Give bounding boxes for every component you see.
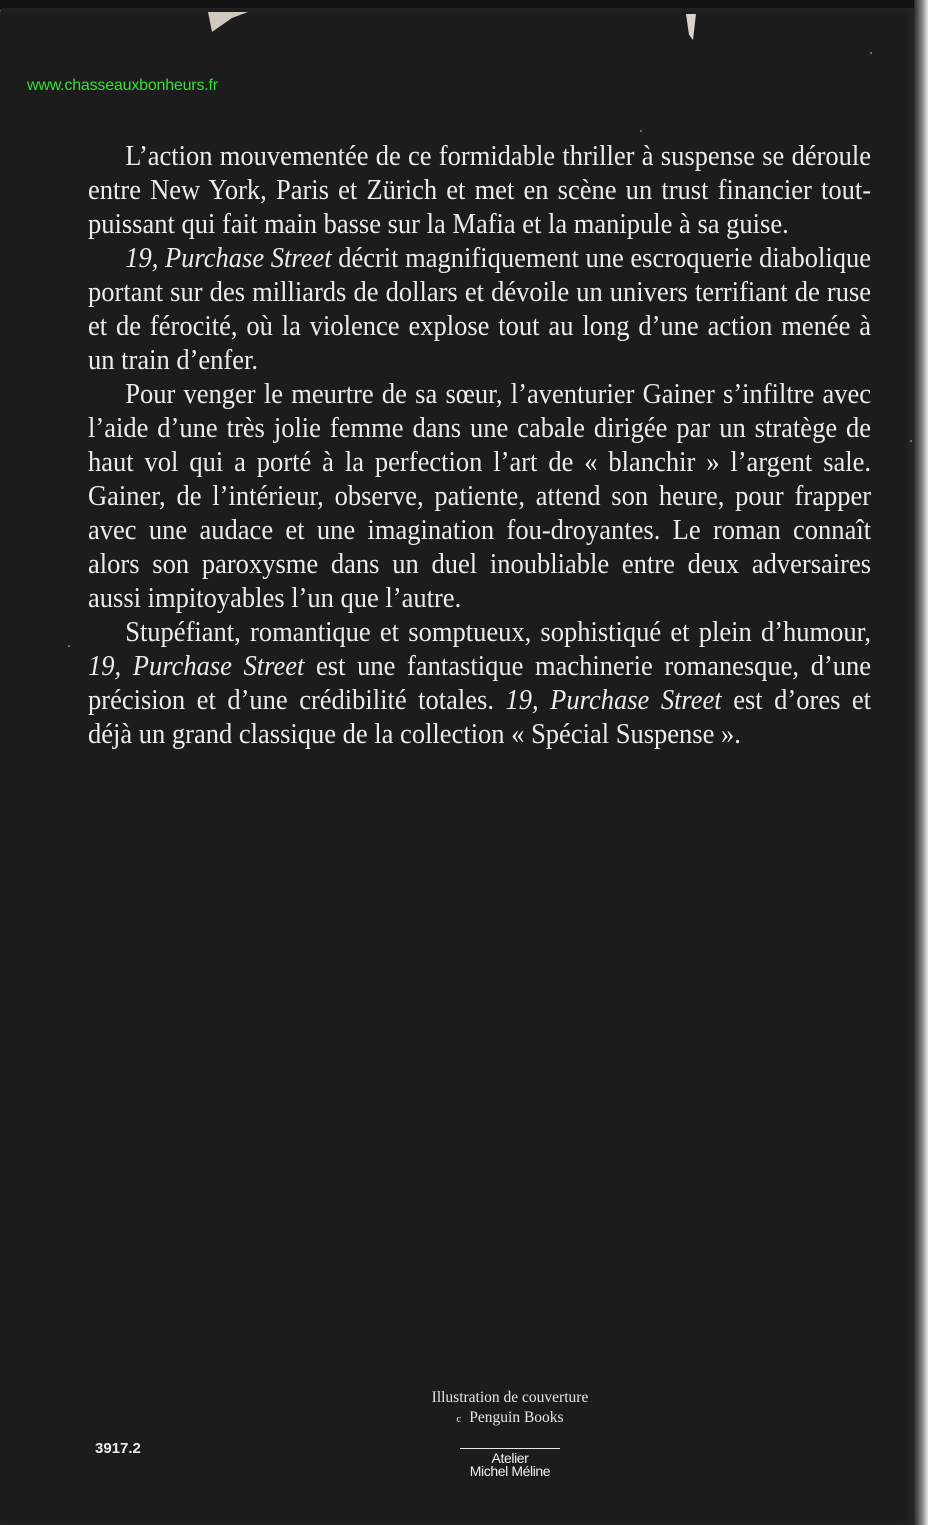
blurb-text: est une fantastique machinerie romanesque, d’une précision et d’une crédibilité totales. bbox=[88, 651, 872, 716]
copyright-mark: c bbox=[456, 1413, 462, 1425]
studio-line-2: Michel Méline bbox=[469, 1463, 551, 1479]
back-cover-blurb bbox=[88, 140, 871, 752]
blurb-text: Stupéfiant, romantique et somptueux, sophistiqué et plein d’humour, bbox=[125, 617, 872, 648]
blurb-text: est d’ores et déjà un grand classique de la collection « Spécial Suspense ». bbox=[88, 685, 872, 750]
blurb-paragraph bbox=[88, 378, 871, 616]
blurb-paragraph bbox=[88, 242, 871, 378]
book-title-italic: 19, Purchase Street bbox=[505, 685, 722, 716]
book-title-italic: 19, Purchase Street bbox=[125, 243, 332, 274]
credit-line-2 bbox=[400, 1408, 620, 1429]
blurb-paragraph bbox=[88, 616, 871, 752]
credit-publisher: Penguin Books bbox=[469, 1409, 564, 1426]
book-title-italic: 19, Purchase Street bbox=[88, 651, 305, 682]
design-studio-credit bbox=[460, 1448, 560, 1478]
blurb-text: L’action mouvementée de ce formidable thriller à suspense se déroule entre New York, Paris et Zürich et met en scène un trust financier tout-puissant qui fait main basse sur la Mafia et la manipule à sa guise. bbox=[88, 141, 872, 240]
watermark-url: www.chasseauxbonheurs.fr bbox=[27, 77, 218, 94]
dust-speck bbox=[640, 130, 642, 132]
dust-speck bbox=[910, 440, 912, 442]
blurb-text: décrit magnifiquement une escroquerie diabolique portant sur des milliards de dollars et dévoile un univers terrifiant de ruse et de férocité, où la violence explose tout au long d’une action menée à un train d’enfer. bbox=[88, 243, 872, 376]
catalog-code: 3917.2 bbox=[95, 1440, 141, 1457]
dust-speck bbox=[870, 52, 872, 54]
illustration-credit bbox=[400, 1388, 620, 1429]
credit-line-1: Illustration de couverture bbox=[431, 1389, 589, 1406]
dust-speck bbox=[68, 645, 70, 647]
blurb-paragraph bbox=[88, 140, 871, 242]
cover-worn-edge bbox=[914, 0, 928, 1525]
blurb-text: Pour venger le meurtre de sa sœur, l’aventurier Gainer s’infiltre avec l’aide d’une très jolie femme dans une cabale dirigée par un stratège de haut vol qui a porté à la perfection l’art de « blanchir » l’argent sale. Gainer, de l’intérieur, observe, patiente, attend son heure, pour frapper avec une audace et une imagination fou-droyantes. Le roman connaît alors son paroxysme dans un duel inoubliable entre deux adversaires aussi impitoyables l’un que l’autre. bbox=[88, 379, 872, 614]
studio-line-1: Atelier bbox=[491, 1450, 529, 1466]
